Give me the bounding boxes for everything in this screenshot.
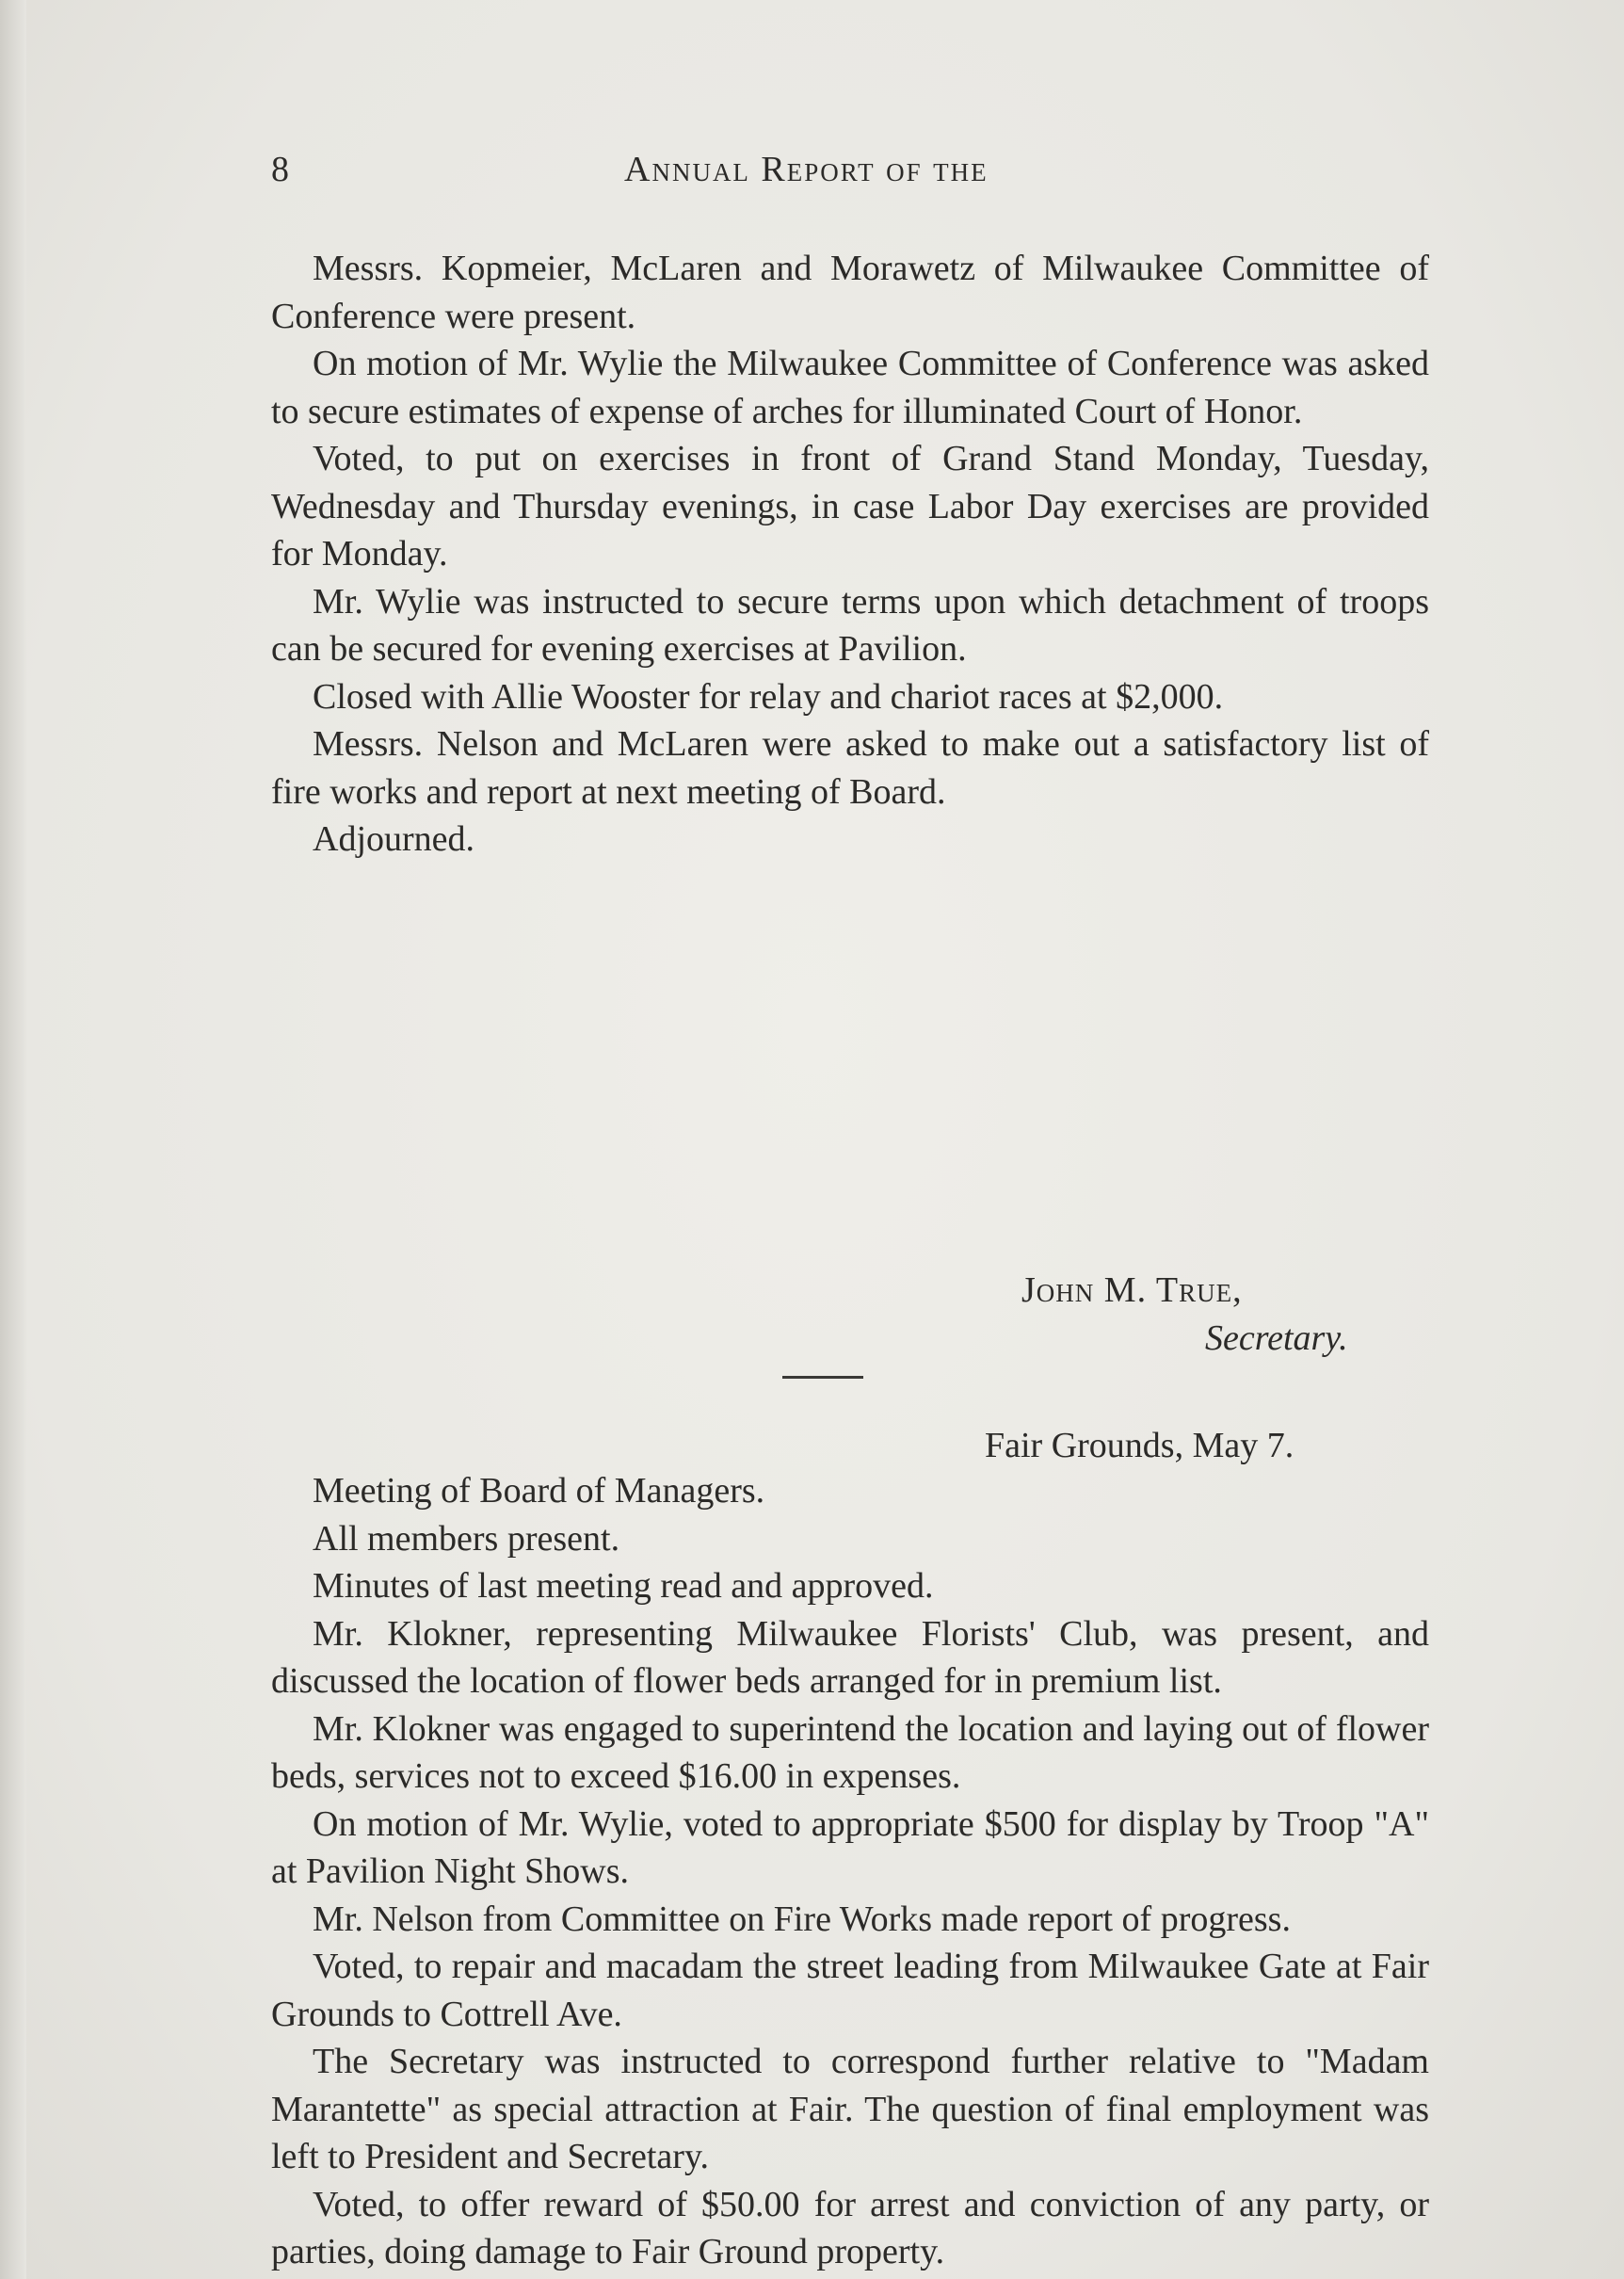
minutes-paragraph: Adjourned.: [313, 819, 475, 859]
signature-name: John M. True,: [1021, 1270, 1243, 1310]
section-divider: [782, 1376, 863, 1379]
minutes-paragraph: Meeting of Board of Managers.: [313, 1471, 765, 1511]
page-number: 8: [271, 150, 289, 189]
page-header: [271, 149, 1429, 205]
minutes-paragraph: Voted, to put on exercises in front of Grand Stand Monday, Tuesday, Wednesday and Thursday evenings, in case Labor Day exercises are provided for Monday.: [271, 439, 1429, 574]
page-body: [271, 245, 1429, 2271]
minutes-section-may-7: [271, 1467, 1429, 2276]
minutes-paragraph: Voted, to repair and macadam the street leading from Milwaukee Gate at Fair Grounds to Cottrell Ave.: [271, 1947, 1429, 2034]
minutes-paragraph: Closed with Allie Wooster for relay and chariot races at $2,000.: [313, 676, 1224, 717]
minutes-paragraph: Messrs. Kopmeier, McLaren and Morawetz of Milwaukee Committee of Conference were present.: [271, 249, 1429, 336]
minutes-paragraph: Minutes of last meeting read and approved.: [313, 1566, 934, 1606]
minutes-paragraph: Messrs. Nelson and McLaren were asked to make out a satisfactory list of fire works and report at next meeting of Board.: [271, 724, 1429, 812]
minutes-paragraph: Mr. Wylie was instructed to secure terms upon which detachment of troops can be secured for evening exercises at Pavilion.: [271, 581, 1429, 669]
minutes-paragraph: Mr. Klokner, representing Milwaukee Florists' Club, was present, and discussed the location of flower beds arranged for in premium list.: [271, 1613, 1429, 1701]
running-head: Annual Report of the: [624, 150, 989, 189]
page-spine-shadow: [0, 0, 26, 2279]
minutes-paragraph: The Secretary was instructed to correspond further relative to "Madam Marantette" as special attraction at Fair. The question of final employment was left to President and Secretary.: [271, 2042, 1429, 2176]
minutes-paragraph: All members present.: [313, 1518, 620, 1559]
dateline: Fair Grounds, May 7.: [985, 1426, 1294, 1465]
minutes-paragraph: On motion of Mr. Wylie the Milwaukee Committee of Conference was asked to secure estimates of expense of arches for illuminated Court of Honor.: [271, 344, 1429, 431]
minutes-paragraph: Mr. Nelson from Committee on Fire Works made report of progress.: [313, 1899, 1291, 1939]
minutes-paragraph: Voted, to offer reward of $50.00 for arrest and conviction of any party, or parties, doing damage to Fair Ground property.: [271, 2184, 1429, 2271]
minutes-paragraph: Mr. Klokner was engaged to superintend the location and laying out of flower beds, services not to exceed $16.00 in expenses.: [271, 1708, 1429, 1796]
minutes-paragraph: On motion of Mr. Wylie, voted to appropriate $500 for display by Troop "A" at Pavilion Night Shows.: [271, 1803, 1429, 1891]
signature-title: Secretary.: [1205, 1318, 1348, 1358]
